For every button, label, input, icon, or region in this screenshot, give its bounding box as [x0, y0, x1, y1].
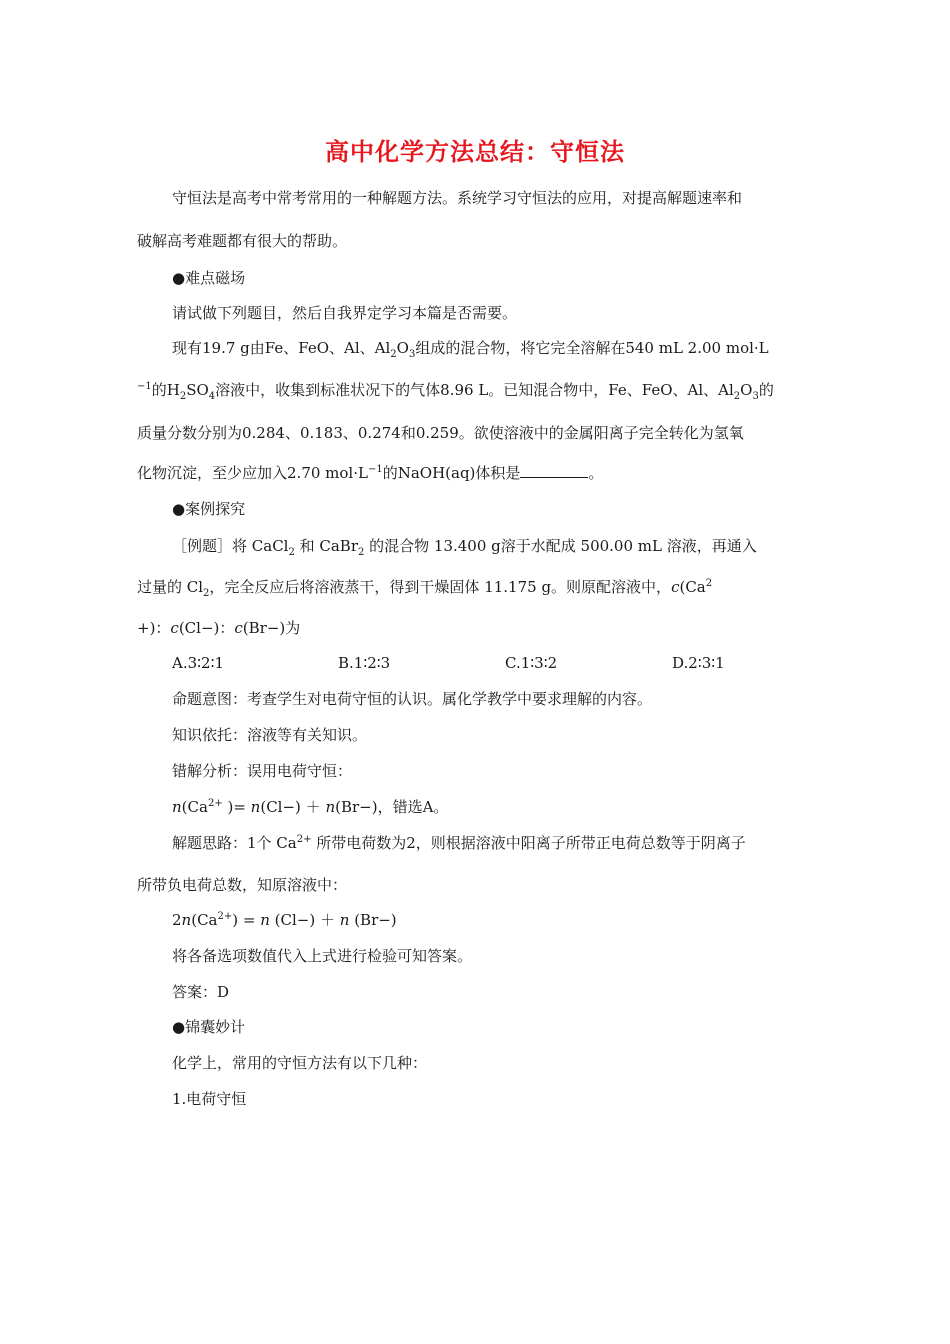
option-b: B.1∶2∶3: [338, 654, 391, 672]
section-difficulty-heading: ●难点磁场: [172, 269, 246, 287]
section-tips-heading: ●锦囊妙计: [172, 1018, 246, 1036]
solution-idea-line-1: 解题思路：1个 $Ca^{2+}$ 所带电荷数为2，则根据溶液中阳离子所带正电荷总数等于阴离子: [172, 834, 746, 852]
tips-item-1: 1.电荷守恒: [172, 1090, 247, 1108]
section-case-heading: ●案例探究: [172, 500, 246, 518]
example-answer: 答案：D: [172, 983, 230, 1001]
option-a: A.3∶2∶1: [172, 654, 225, 672]
solution-idea-line-2: 所带负电荷总数，知原溶液中：: [137, 876, 348, 894]
intro-line-1: 守恒法是高考中常考常用的一种解题方法。系统学习守恒法的应用，对提高解题速率和: [172, 189, 743, 207]
example-basis: 知识依托：溶液等有关知识。: [172, 726, 368, 744]
intro-line-2: 破解高考难题都有很大的帮助。: [137, 232, 348, 250]
tips-intro: 化学上，常用的守恒方法有以下几种：: [172, 1054, 428, 1072]
wrong-equation: $n(Ca^{2+}$ )= n(Cl−) ＋ n(Br−)，错选A。: [172, 798, 449, 816]
page-title: 高中化学方法总结：守恒法: [325, 137, 625, 166]
example-line-2: 过量的 $Cl_2$，完全反应后将溶液蒸干，得到干燥固体 11.175 g。则原配溶液中，c(Ca$^2$: [137, 578, 713, 599]
problem-line-3: 质量分数分别为0.284、0.183、0.274和0.259。欲使溶液中的金属阳离子完全转化为氢氧: [137, 424, 744, 442]
right-equation: $2n(Ca^{2+}) = n$ (Cl−) ＋ n (Br−): [172, 911, 397, 929]
option-c: C.1∶3∶2: [505, 654, 558, 672]
problem-line-1: 现有19.7 g由Fe、FeO、Al、$Al_2O_3$组成的混合物，将它完全溶解在540 mL 2.00 mol·L: [172, 339, 769, 360]
difficulty-prompt: 请试做下列题目，然后自我界定学习本篇是否需要。: [172, 304, 518, 322]
example-line-1: ［例题］将 CaCl$_2$ 和 CaBr$_2$ 的混合物 13.400 g溶于水配成 500.00 mL 溶液，再通入: [172, 537, 757, 558]
answer-blank: [520, 463, 588, 478]
option-d: D.2∶3∶1: [672, 654, 725, 672]
example-check: 将各备选项数值代入上式进行检验可知答案。: [172, 947, 473, 965]
problem-line-2: $^{-1}$的$H_2SO_4$溶液中，收集到标准状况下的气体8.96 L。已知混合物中，Fe、FeO、Al、$Al_2O_3$的: [137, 381, 774, 402]
problem-line-4: 化物沉淀，至少应加入2.70 $mol\cdot L^{-1}$的NaOH(aq)体积是 。: [137, 464, 604, 482]
example-line-3: +)：c(Cl−)：c(Br−)为: [137, 619, 301, 637]
example-error: 错解分析：误用电荷守恒：: [172, 762, 353, 780]
example-intent: 命题意图：考查学生对电荷守恒的认识。属化学教学中要求理解的内容。: [172, 690, 653, 708]
